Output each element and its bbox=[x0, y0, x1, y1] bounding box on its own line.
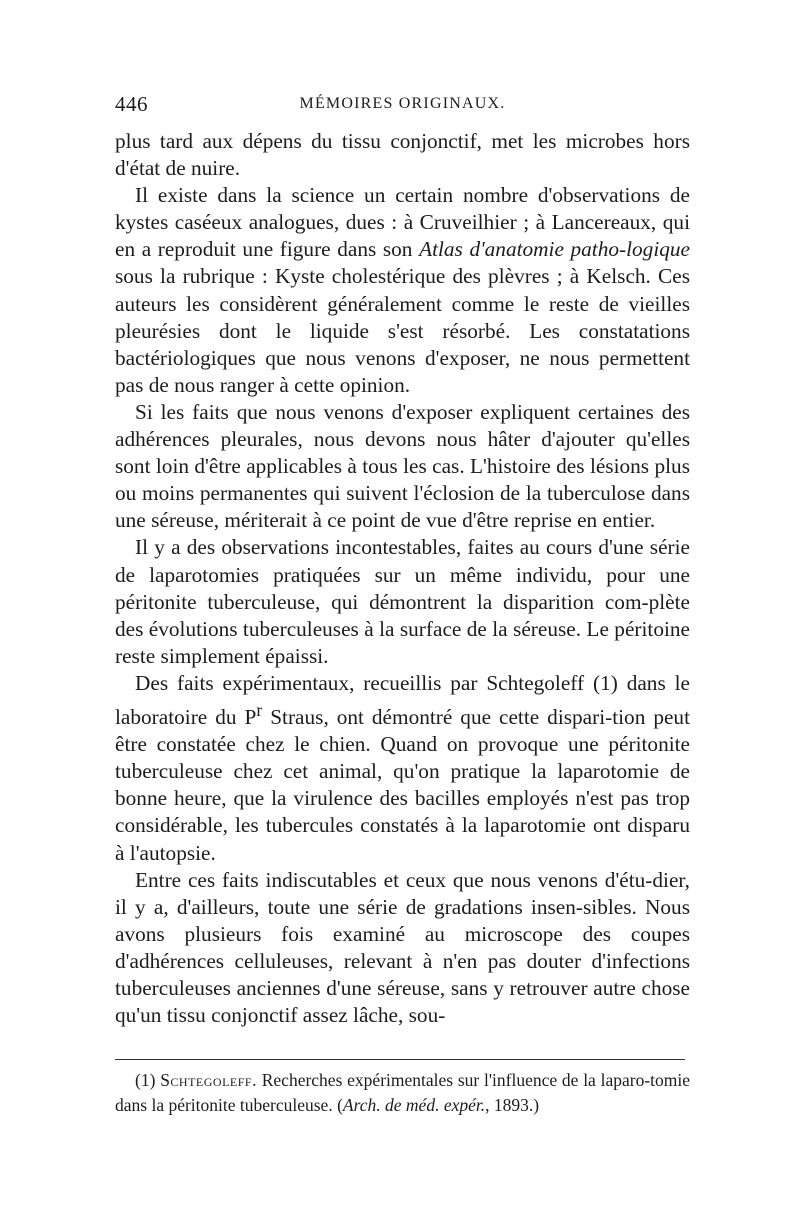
paragraph bbox=[115, 128, 690, 182]
paragraph-text: Il y a des observations incontestables, faites au cours d'une série de laparotomies pratiquées sur un même individu, pour une péritonite tuberculeuse, qui démontrent la disparition com-plète des évolutions tuberculeuses à la surface de la séreuse. Le péritoine reste simplement épaissi. bbox=[115, 535, 690, 668]
paragraph bbox=[115, 670, 690, 867]
paragraph bbox=[115, 534, 690, 669]
paragraph-text: Entre ces faits indiscutables et ceux que nous venons d'étu-dier, il y a, d'ailleurs, toute une série de gradations insen-sibles. Nous avons plusieurs fois examiné au microscope des coupes d'adhérences celluleuses, relevant à n'en pas douter d'infections tuberculeuses anciennes d'une séreuse, sans y retrouver autre chose qu'un tissu conjonctif assez lâche, sou- bbox=[115, 867, 690, 1028]
footnote-paragraph bbox=[115, 1068, 690, 1118]
paragraph bbox=[115, 867, 690, 1030]
superscript: r bbox=[256, 699, 263, 720]
paragraph-text: Straus, ont démontré que cette dispari-tion peut être constatée chez le chien. Quand on provoque une péritonite tuberculeuse chez cet animal, qu'on pratique la laparotomie de bonne heure, que la virulence des bacilles employés n'est pas trop considérable, les tubercules constatés à la laparotomie ont disparu à l'autopsie. bbox=[115, 705, 690, 865]
footnote-marker: (1) bbox=[135, 1070, 161, 1090]
italic-title: Atlas d'anatomie patho-logique bbox=[419, 237, 690, 262]
paragraph-text: Des faits expérimentaux, recueillis par Schtegoleff (1) dans le laboratoire du P bbox=[115, 670, 690, 730]
paragraph-text: Si les faits que nous venons d'exposer expliquent certaines des adhérences pleurales, nous devons nous hâter d'ajouter qu'elles sont loin d'être applicables à tous les cas. L'histoire des lésions plus ou moins permanentes qui suivent l'éclosion de la tuberculose dans une séreuse, mériterait à ce point de vue d'être reprise en entier. bbox=[115, 399, 690, 533]
paragraph bbox=[115, 182, 690, 399]
footnote bbox=[115, 1068, 690, 1118]
page-number: 446 bbox=[115, 92, 148, 116]
paragraph-text: sous la rubrique : Kyste cholestérique des plèvres ; à Kelsch. Ces auteurs les considèrent généralement comme le reste de vieilles pleurésies dont le liquide s'est résorbé. Les constatations bactériologiques que nous venons d'exposer, ne nous permettent pas de nous ranger à cette opinion. bbox=[115, 264, 690, 397]
footnote-text: Recherches expérimentales sur l'influence de la laparo-tomie dans la péritonite tuberculeuse. ( bbox=[115, 1070, 690, 1115]
footnote-divider bbox=[115, 1059, 685, 1060]
page-header bbox=[115, 92, 690, 122]
footnote-year: , 1893.) bbox=[485, 1095, 540, 1115]
footnote-author: Schtegoleff. bbox=[160, 1070, 257, 1090]
paragraph-text: Il existe dans la science un certain nombre d'observations de kystes caséeux analogues, dues : à Cruveilhier ; à Lancereaux, qui en a reproduit une figure dans son bbox=[115, 183, 690, 262]
running-head: MÉMOIRES ORIGINAUX. bbox=[299, 95, 506, 112]
body-text bbox=[115, 128, 690, 1029]
paragraph-text: plus tard aux dépens du tissu conjonctif, met les microbes hors d'état de nuire. bbox=[115, 129, 690, 181]
paragraph bbox=[115, 399, 690, 534]
footnote-source: Arch. de méd. expér. bbox=[342, 1095, 486, 1115]
